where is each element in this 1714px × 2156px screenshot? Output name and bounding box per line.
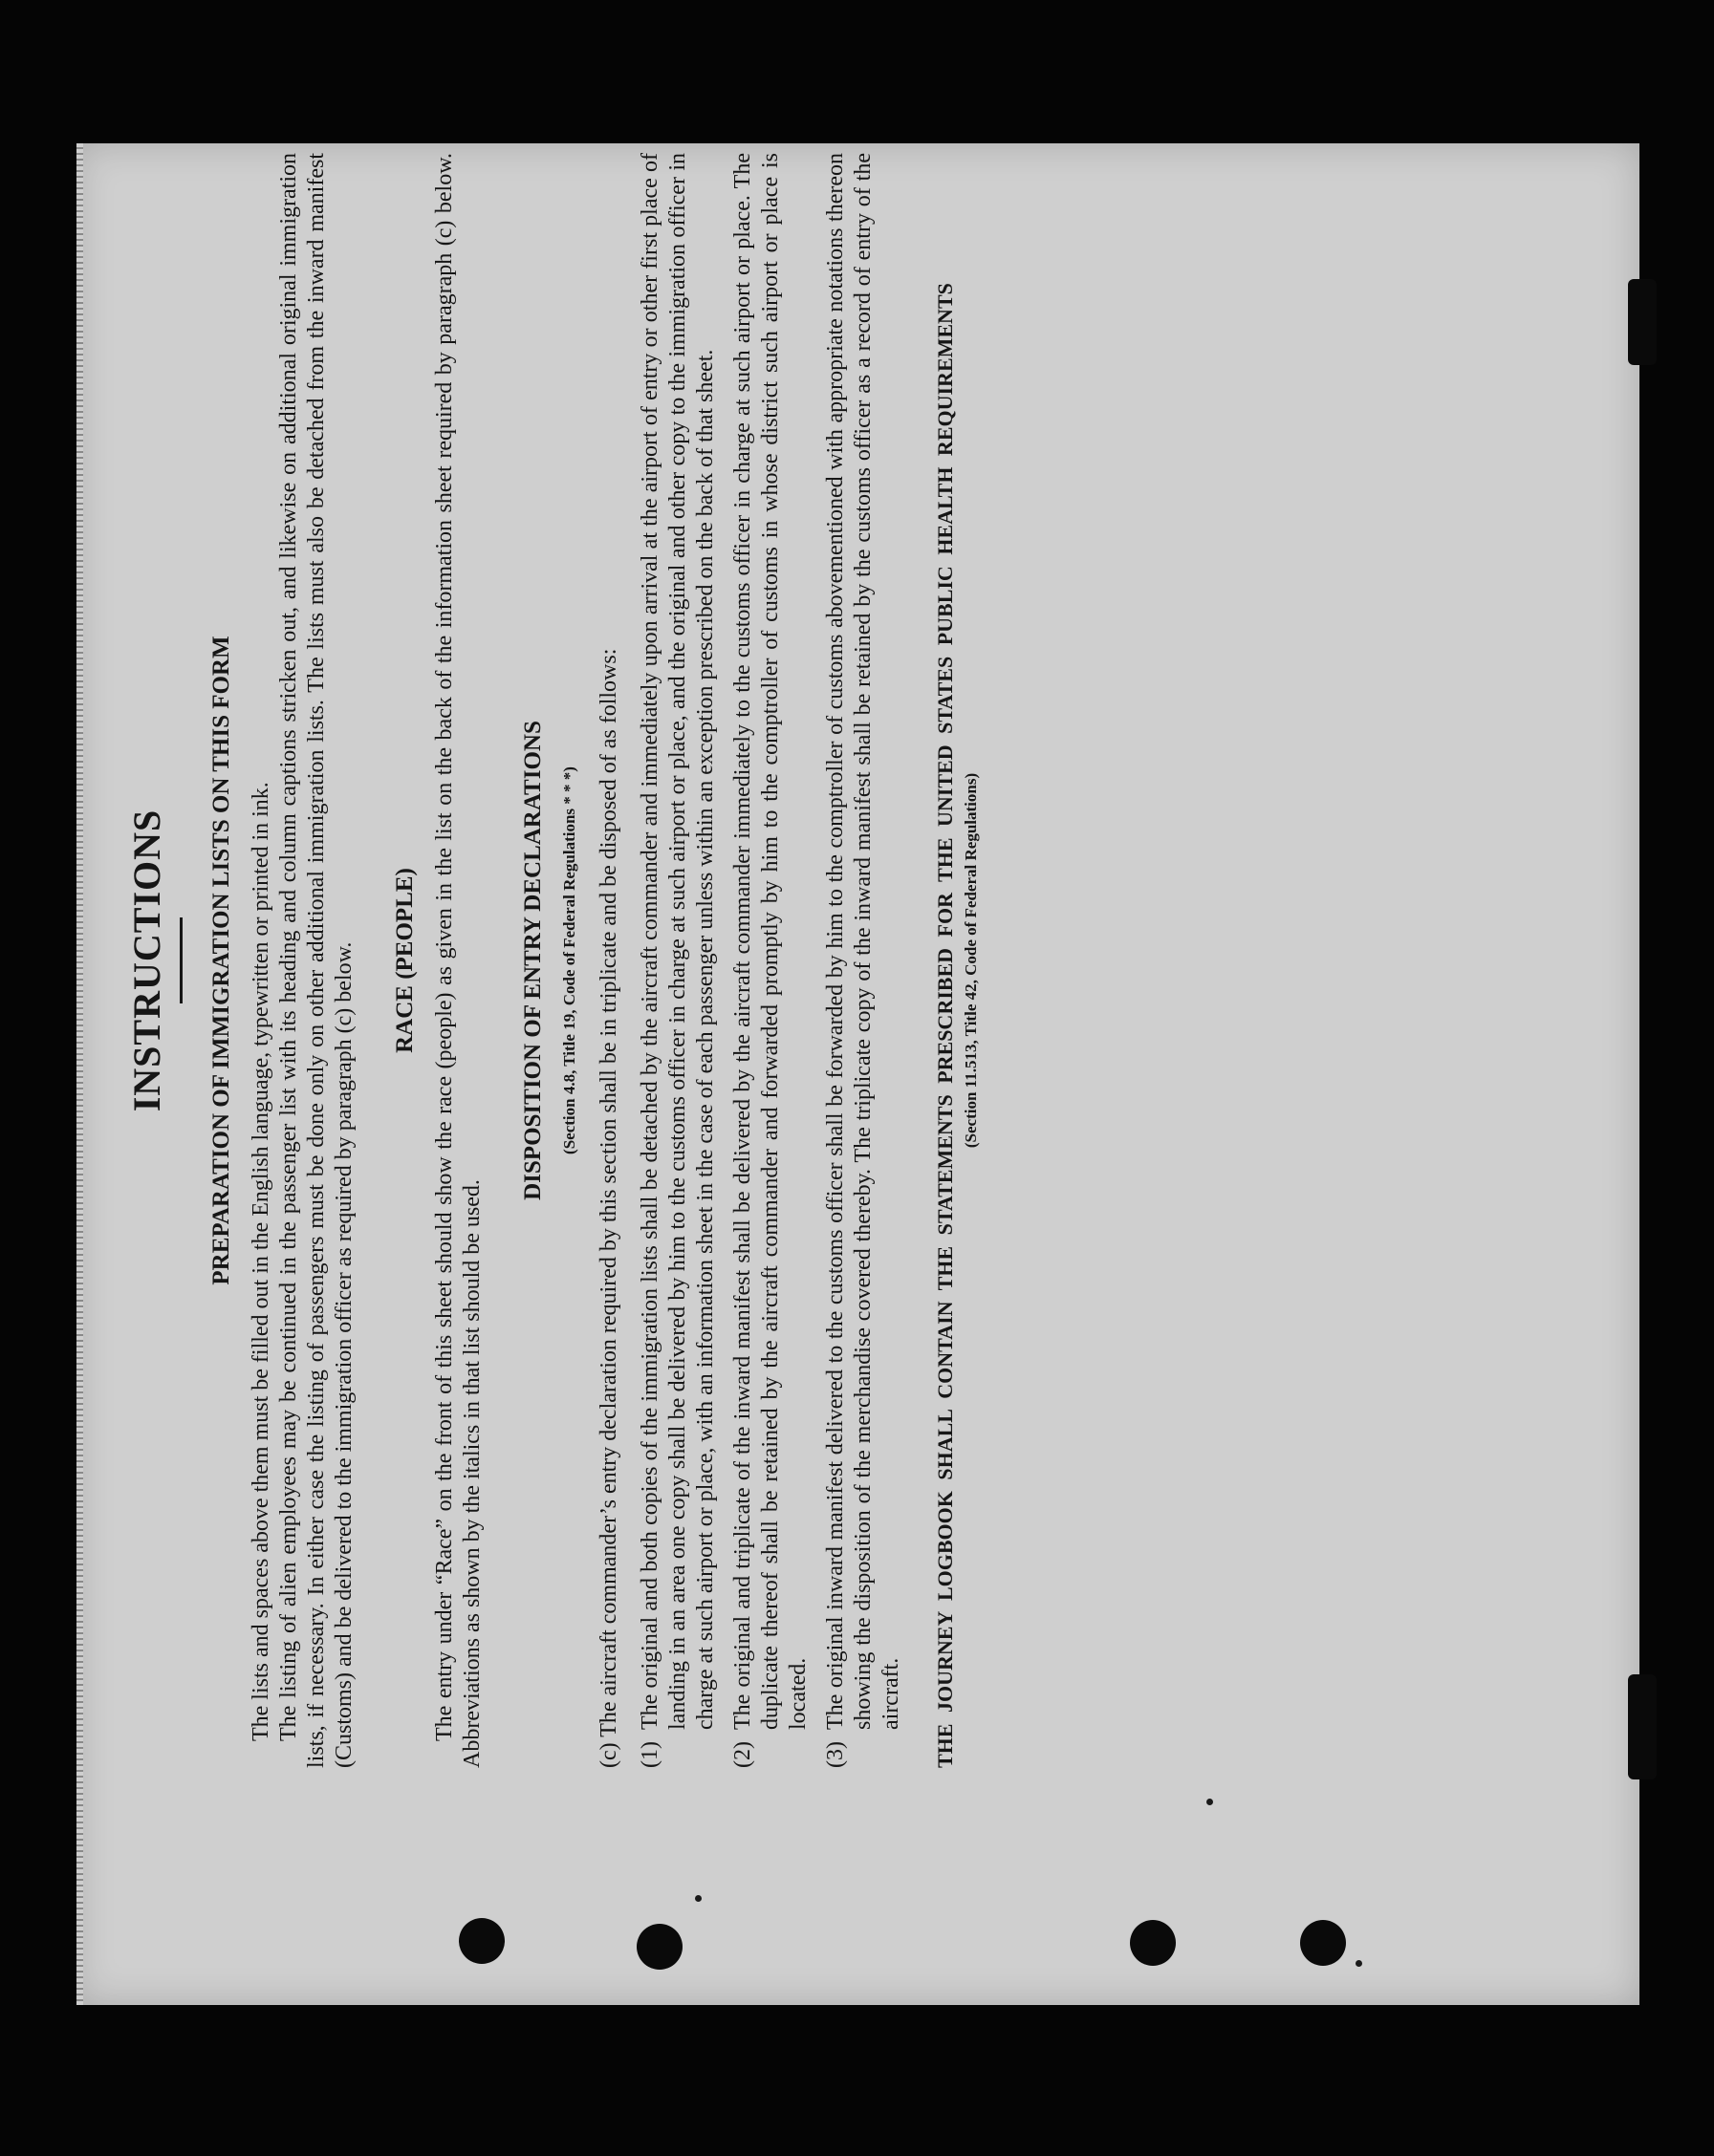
punch-hole-2	[637, 1924, 683, 1970]
item-text: The original and both copies of the immigration lists shall be detached by the aircraft commander and immediately upon arrival at the airport of entry or other first place of landing in an area one copy shall be delivered by him to the customs officer in charge at such airport or place, and the original and other copy to the immigration officer in charge at such airport or place, with an information sheet in the case of each passenger unless within an exception prescribed on the back of that sheet.	[638, 153, 718, 1730]
item-text: The original and triplicate of the inward manifest shall be delivered by the aircraft commander immediately to the customs officer in charge at such airport or place. The duplicate thereof shall be retained by the aircraft commander and forwarded promptly by him to the comptroller of customs in whose district such airport or place is located.	[730, 153, 811, 1730]
disposition-lead-paragraph: (c) The aircraft commander’s entry declaration required by this section shall be in triplicate and be disposed of as follows:	[597, 648, 621, 1768]
perforated-edge	[76, 143, 83, 2005]
item-number: (2)	[730, 1741, 755, 1768]
section-heading-preparation: PREPARATION OF IMMIGRATION LISTS ON THIS FORM	[208, 636, 234, 1285]
punch-hole-4	[1300, 1920, 1346, 1966]
section-heading-disposition: DISPOSITION OF ENTRY DECLARATIONS	[520, 721, 546, 1200]
disposition-item	[822, 153, 905, 1768]
binder-clip-top	[1628, 279, 1657, 365]
ink-speck	[695, 1895, 702, 1902]
preparation-paragraph-2: The listing of alien employees may be continued in the passenger list with its heading and column captions stricken out, and likewise on additional original immigration lists, if necessary. In either case the listing of passengers must be done only on other additional immigration lists. The lists must also be detached from the inward manifest (Customs) and be delivered to the immigration officer as required by paragraph (c) below.	[276, 153, 357, 1768]
disposition-item	[637, 153, 720, 1768]
disposition-item	[729, 153, 813, 1768]
footer-reference: (Section 11.513, Title 42, Code of Federal Regulations)	[962, 772, 980, 1149]
punch-hole-3	[1130, 1920, 1176, 1966]
section-heading-race: RACE (PEOPLE)	[392, 868, 418, 1053]
page-title: INSTRUCTIONS	[125, 808, 168, 1112]
disposition-reference: (Section 4.8, Title 19, Code of Federal Regulations * * *)	[560, 766, 578, 1154]
title-underline	[180, 917, 183, 1003]
ink-speck	[1356, 1960, 1362, 1967]
preparation-paragraph-1: The lists and spaces above them must be filled out in the English language, typewritten or printed in ink.	[249, 782, 273, 1741]
item-number: (3)	[823, 1741, 848, 1768]
punch-hole-1	[459, 1918, 505, 1964]
item-text: The original inward manifest delivered to the customs officer shall be forwarded by him to the comptroller of customs abovementioned with appropriate notations thereon showing the disposition of the merchandise covered thereby. The triplicate copy of the inward manifest shall be retained by the customs officer as a record of entry of the aircraft.	[823, 153, 903, 1730]
footer-statement: THE JOURNEY LOGBOOK SHALL CONTAIN THE STATEMENTS PRESCRIBED FOR THE UNITED STATES PUBLIC HEALTH REQUIREMENTS	[933, 283, 957, 1768]
instructions-text-block	[124, 76, 1391, 1844]
race-paragraph: The entry under “Race” on the front of this sheet should show the race (people) as given in the list on the back of the information sheet required by paragraph (c) below. Abbreviations as shown by the italics in that list should be used.	[432, 153, 485, 1768]
binder-clip-bottom	[1628, 1674, 1657, 1779]
item-number: (1)	[638, 1741, 662, 1768]
